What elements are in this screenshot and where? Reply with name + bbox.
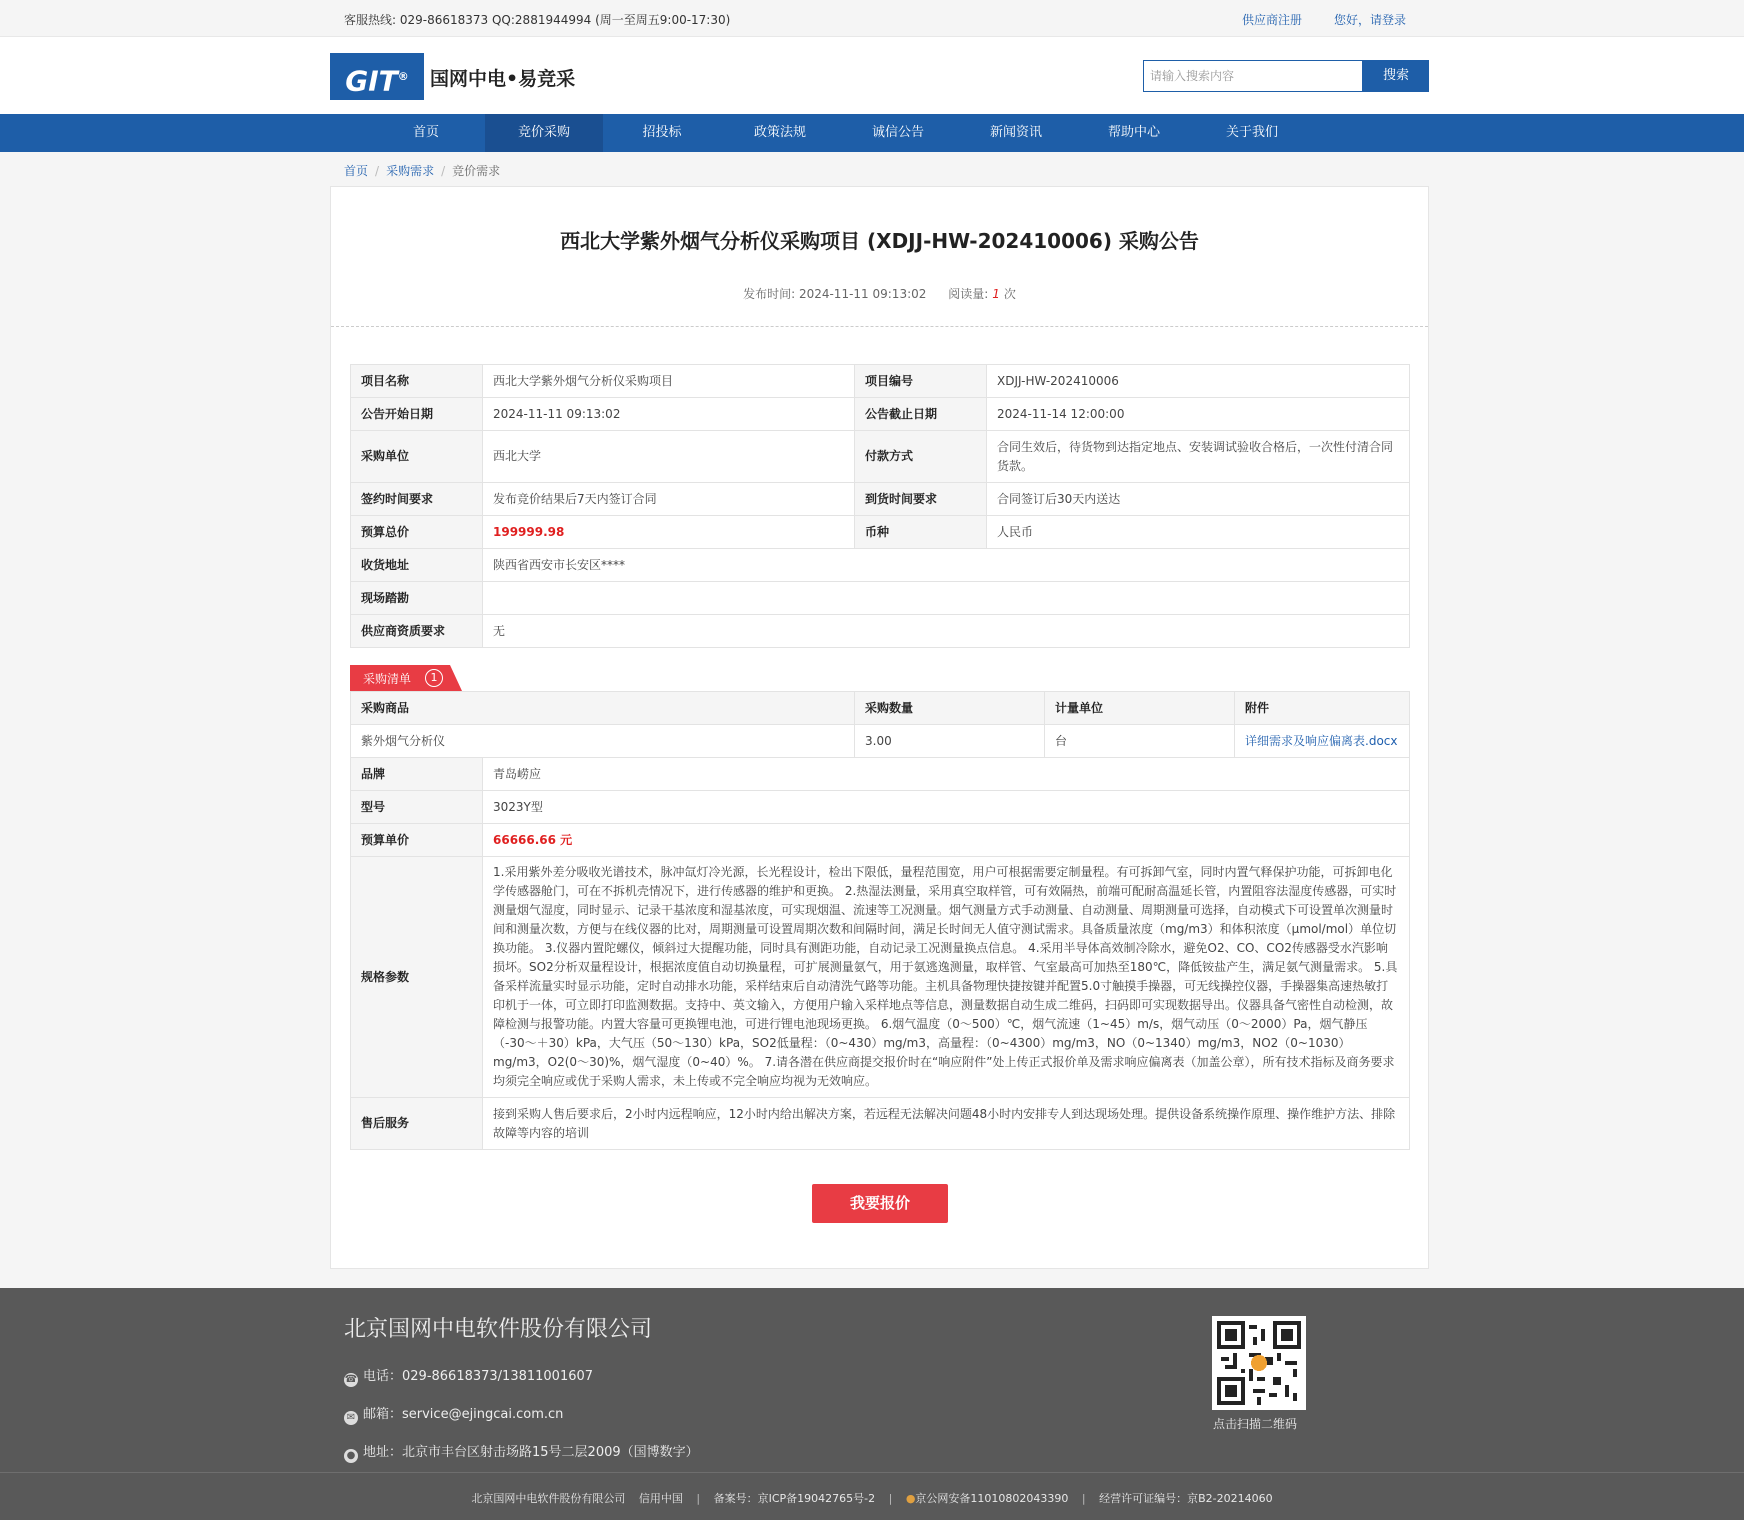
buyer: 西北大学 bbox=[483, 431, 855, 483]
label-model: 型号 bbox=[351, 791, 483, 824]
hotline-text: 客服热线: 029-86618373 QQ:2881944994 (周一至周五9:00-17:30) bbox=[344, 13, 731, 27]
label-project-no: 项目编号 bbox=[855, 365, 987, 398]
footer-company: 北京国网中电软件股份有限公司 bbox=[344, 1317, 653, 1342]
purchase-list-tag bbox=[350, 665, 462, 691]
brand: 青岛崂应 bbox=[483, 758, 1410, 791]
label-after-sales: 售后服务 bbox=[351, 1098, 483, 1150]
nav-item-credit[interactable]: 诚信公告 bbox=[871, 125, 924, 140]
budget-total: 199999.98 bbox=[483, 516, 855, 549]
icp-link[interactable]: 备案号：京ICP备19042765号-2 bbox=[713, 1492, 876, 1505]
model: 3023Y型 bbox=[483, 791, 1410, 824]
footer-address: ● 地址：北京市丰台区射击场路15号二层2009（国博数字） bbox=[344, 1441, 699, 1463]
footer-divider bbox=[0, 1472, 1744, 1473]
project-info-table bbox=[350, 364, 1410, 648]
breadcrumb-demand[interactable]: 采购需求 bbox=[386, 164, 435, 178]
credit-china-link[interactable]: 信用中国 bbox=[638, 1492, 683, 1505]
label-end-date: 公告截止日期 bbox=[855, 398, 987, 431]
view-count: 1 bbox=[992, 287, 1000, 301]
spec-params: 1.采用紫外差分吸收光谱技术，脉冲氙灯冷光源，长光程设计，检出下限低，量程范围宽，用户可根据需要定制量程。有可拆卸气室，同时内置气释保护功能，可拆卸电化学传感器舱门，可在不拆机壳情况下，进行传感器的维护和更换。 2.热湿法测量，采用真空取样管，可有效隔热，前端可配耐高温延长管，内置阻容法湿度传感器，可实时测量烟气湿度，同时显示、记录干基浓度和湿基浓度，可实现烟温、流速等工况测量。烟气测量方式手动测量、自动测量、周期测量可选择，自动模式下可设置单次测量时间和测量次数，方便与在线仪器的比对，周期测量可设置周期次数和间隔时间，满足长时间无人值守测试需求。具备质量浓度（mg/m3）和体积浓度（μmol/mol）单位切换功能。 3.仪器内置陀螺仪，倾斜过大提醒功能，同时具有测距功能，自动记录工况测量换点信息。 4.采用半导体高效制冷除水，避免O2、CO、CO2传感器受水汽影响损坏。SO2分析双量程设计，根据浓度值自动切换量程，可扩展测量氨气，用于氨逃逸测量，取样管、气室最高可加热至180℃，降低铵盐产生，满足氨气测量需求。 5.具备采样流量实时显示功能，定时自动排水功能，采样结束后自动清洗气路等功能。主机具备物理快捷按键并配置5.0寸触摸手操器，可无线操控仪器，手操器集高速热敏打印机于一体，可立即打印监测数据。支持中、英文输入，方便用户输入采样地点等信息，测量数据自动生成二维码，扫码即可实现数据导出。仪器具备气密性自动检测，故障检测与报警功能。内置大容量可更换锂电池，可进行锂电池现场更换。 6.烟气温度（0～500）℃，烟气流速（1~45）m/s，烟气动压（0～2000）Pa，烟气静压（-30～＋30）kPa，大气压（50～130）kPa，SO2低量程：（0~430）mg/m3，高量程：（0~4300）mg/m3，NO（0~1340）mg/m3，NO2（0~1030）mg/m3，O2(0～30)%，烟气湿度（0~40）%。 7.请各潜在供应商提交报价时在“响应附件”处上传正式报价单及需求响应偏离表（加盖公章），所有技术指标及商务要求均须完全响应或优于采购人需求，未上传或不完全响应均视为无效响应。 bbox=[483, 857, 1410, 1098]
search-input[interactable]: 请输入搜索内容 bbox=[1143, 60, 1363, 92]
label-site-survey: 现场踏勘 bbox=[351, 582, 483, 615]
label-delivery-time: 到货时间要求 bbox=[855, 483, 987, 516]
nav-item-bidding[interactable]: 竞价采购 bbox=[485, 114, 603, 152]
delivery-time: 合同签订后30天内送达 bbox=[987, 483, 1410, 516]
goods-qty: 3.00 bbox=[855, 725, 1045, 758]
col-goods: 采购商品 bbox=[351, 692, 855, 725]
qualification: 无 bbox=[483, 615, 1410, 648]
label-qualification: 供应商资质要求 bbox=[351, 615, 483, 648]
purchase-list-count: 1 bbox=[425, 669, 443, 687]
attachment-link[interactable]: 详细需求及响应偏离表.docx bbox=[1235, 725, 1410, 758]
nav-item-home[interactable]: 首页 bbox=[412, 125, 439, 140]
sign-time: 发布竞价结果后7天内签订合同 bbox=[483, 483, 855, 516]
police-icon: ● bbox=[905, 1492, 916, 1505]
label-buyer: 采购单位 bbox=[351, 431, 483, 483]
label-unit-price: 预算单价 bbox=[351, 824, 483, 857]
nav-item-help[interactable]: 帮助中心 bbox=[1107, 125, 1160, 140]
label-spec: 规格参数 bbox=[351, 857, 483, 1098]
footer bbox=[0, 1288, 1744, 1520]
label-brand: 品牌 bbox=[351, 758, 483, 791]
divider bbox=[331, 326, 1428, 327]
top-bar bbox=[0, 0, 1744, 37]
mail-icon: ✉ bbox=[344, 1411, 358, 1425]
quote-button[interactable]: 我要报价 bbox=[812, 1184, 948, 1223]
police-record-link[interactable]: 京公网安备11010802043390 bbox=[915, 1492, 1069, 1505]
nav-item-tender[interactable]: 招投标 bbox=[642, 125, 682, 140]
label-address: 收货地址 bbox=[351, 549, 483, 582]
label-currency: 币种 bbox=[855, 516, 987, 549]
notice-meta: 发布时间: 2024-11-11 09:13:02 阅读量: 1 次 bbox=[743, 287, 1016, 301]
page-title: 西北大学紫外烟气分析仪采购项目 (XDJJ-HW-202410006) 采购公告 bbox=[560, 229, 1199, 253]
supplier-register-link[interactable]: 供应商注册 bbox=[1242, 13, 1303, 27]
search-button[interactable]: 搜索 bbox=[1363, 60, 1429, 92]
col-qty: 采购数量 bbox=[855, 692, 1045, 725]
delivery-address: 陕西省西安市长安区**** bbox=[483, 549, 1410, 582]
qr-code[interactable] bbox=[1212, 1316, 1306, 1410]
nav-item-about[interactable]: 关于我们 bbox=[1225, 125, 1278, 140]
breadcrumb-current: 竞价需求 bbox=[452, 164, 501, 178]
label-start-date: 公告开始日期 bbox=[351, 398, 483, 431]
currency: 人民币 bbox=[987, 516, 1410, 549]
location-icon: ● bbox=[344, 1449, 358, 1463]
breadcrumb-home[interactable]: 首页 bbox=[344, 164, 369, 178]
footer-email: ✉ 邮箱：service@ejingcai.com.cn bbox=[344, 1403, 563, 1425]
col-unit: 计量单位 bbox=[1045, 692, 1235, 725]
end-date: 2024-11-14 12:00:00 bbox=[987, 398, 1410, 431]
nav-item-policy[interactable]: 政策法规 bbox=[753, 125, 806, 140]
label-budget: 预算总价 bbox=[351, 516, 483, 549]
payment: 合同生效后，待货物到达指定地点、安装调试验收合格后，一次性付清合同货款。 bbox=[987, 431, 1410, 483]
project-no: XDJJ-HW-202410006 bbox=[987, 365, 1410, 398]
footer-bottom: 北京国网中电软件股份有限公司 信用中国 | 备案号：京ICP备19042765号-2 | ●京公网安备11010802043390 | 经营许可证编号：京B2-20214060 bbox=[471, 1492, 1273, 1505]
footer-phone: ☎ 电话：029-86618373/13811001607 bbox=[344, 1369, 594, 1385]
label-payment: 付款方式 bbox=[855, 431, 987, 483]
start-date: 2024-11-11 09:13:02 bbox=[483, 398, 855, 431]
goods-unit: 台 bbox=[1045, 725, 1235, 758]
purchase-list-table bbox=[350, 691, 1410, 1150]
git-logo[interactable]: GIT® bbox=[330, 53, 424, 100]
unit-price: 66666.66 元 bbox=[483, 824, 1410, 857]
after-sales: 接到采购人售后要求后，2小时内远程响应，12小时内给出解决方案，若远程无法解决问题48小时内安排专人到达现场处理。提供设备系统操作原理、操作维护方法、排除故障等内容的培训 bbox=[483, 1098, 1410, 1150]
nav-item-news[interactable]: 新闻资讯 bbox=[989, 125, 1042, 140]
col-attachment: 附件 bbox=[1235, 692, 1410, 725]
phone-icon: ☎ bbox=[344, 1374, 358, 1385]
license-text: 经营许可证编号：京B2-20214060 bbox=[1099, 1492, 1273, 1505]
publish-time: 2024-11-11 09:13:02 bbox=[798, 287, 927, 301]
breadcrumb: 首页 / 采购需求 / 竞价需求 bbox=[344, 164, 501, 178]
qr-caption: 点击扫描二维码 bbox=[1213, 1417, 1298, 1431]
label-project-name: 项目名称 bbox=[351, 365, 483, 398]
project-name: 西北大学紫外烟气分析仪采购项目 bbox=[483, 365, 855, 398]
footer-bottom-company: 北京国网中电软件股份有限公司 bbox=[471, 1492, 626, 1505]
site-survey bbox=[483, 582, 1410, 615]
label-sign-time: 签约时间要求 bbox=[351, 483, 483, 516]
goods-name: 紫外烟气分析仪 bbox=[351, 725, 855, 758]
purchase-list-label: 采购清单 bbox=[363, 672, 412, 686]
header bbox=[0, 37, 1744, 114]
login-link[interactable]: 您好，请登录 bbox=[1334, 13, 1407, 27]
brand-name: 国网中电•易竞采 bbox=[430, 68, 576, 90]
notice-panel bbox=[330, 186, 1429, 1269]
main-nav bbox=[0, 114, 1744, 152]
